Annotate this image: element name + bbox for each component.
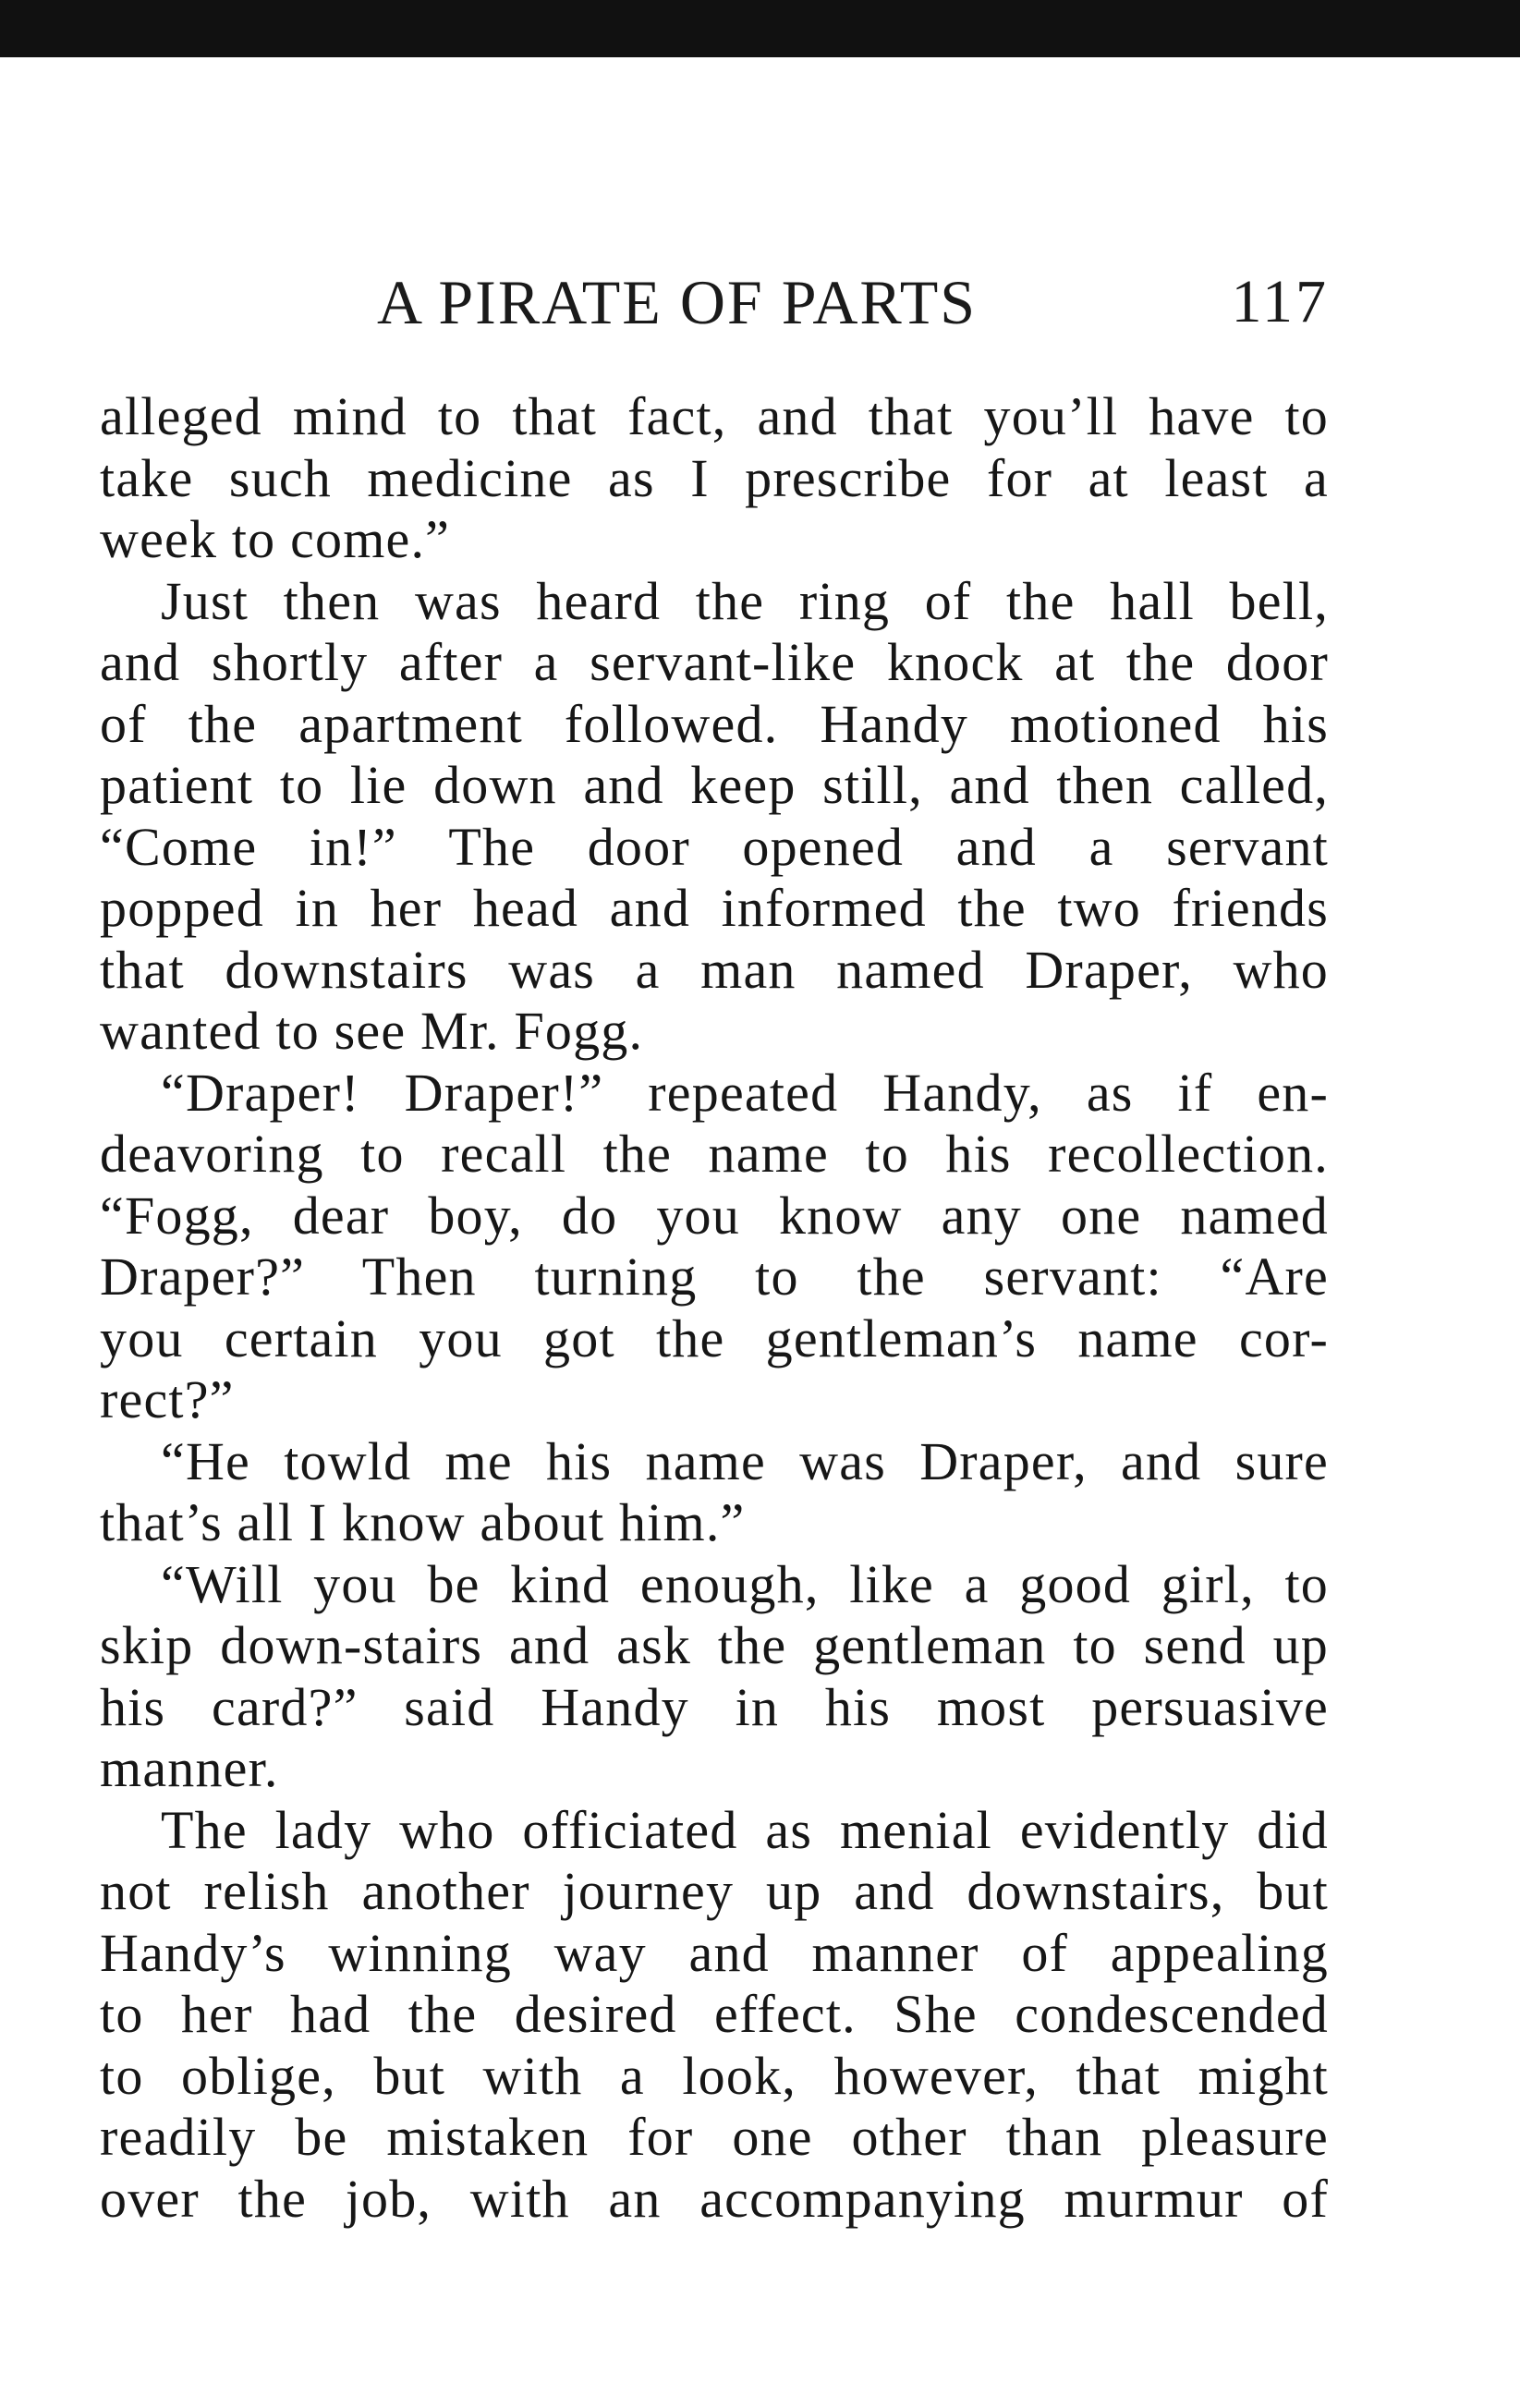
text-line: over the job, with an accompanying murmur of	[100, 2168, 1329, 2229]
page-header	[100, 261, 1329, 344]
text-line: wanted to see Mr. Fogg.	[100, 1001, 644, 1061]
text-line: Just then was heard the ring of the hall bell,	[161, 570, 1329, 631]
paragraph	[100, 1554, 1329, 1800]
text-line: to her had the desired effect. She condescended	[100, 1984, 1329, 2044]
text-line: “He towld me his name was Draper, and sure	[161, 1430, 1329, 1491]
text-line: of the apartment followed. Handy motioned his	[100, 693, 1329, 754]
text-line: The lady who officiated as menial evidently did	[161, 1799, 1329, 1860]
paragraph	[100, 386, 1329, 571]
text-line: and shortly after a servant-like knock at the door	[100, 632, 1329, 692]
text-line: to oblige, but with a look, however, that might	[100, 2045, 1329, 2106]
text-line: skip down-stairs and ask the gentleman to send up	[100, 1615, 1329, 1675]
text-line: that downstairs was a man named Draper, who	[100, 939, 1329, 1000]
text-line: readily be mistaken for one other than pleasure	[100, 2107, 1329, 2167]
scan-top-border	[0, 0, 1520, 57]
text-line: “Will you be kind enough, like a good girl, to	[161, 1553, 1329, 1614]
text-line: you certain you got the gentleman’s name cor-	[100, 1307, 1329, 1368]
text-line: his card?” said Handy in his most persuasive	[100, 1676, 1329, 1737]
text-line: manner.	[100, 1738, 279, 1798]
paragraph	[100, 571, 1329, 1063]
text-line: take such medicine as I prescribe for at least a	[100, 447, 1329, 508]
text-line: patient to lie down and keep still, and then called,	[100, 755, 1329, 815]
text-line: “Draper! Draper!” repeated Handy, as if en-	[161, 1062, 1329, 1123]
running-head: A PIRATE OF PARTS	[377, 267, 978, 337]
page-number: 117	[1231, 268, 1329, 335]
paragraph	[100, 1431, 1329, 1554]
text-line: “Come in!” The door opened and a servant	[100, 816, 1329, 877]
text-line: that’s all I know about him.”	[100, 1492, 746, 1552]
paragraph	[100, 1800, 1329, 2231]
text-line: alleged mind to that fact, and that you’ll have to	[100, 386, 1329, 446]
text-line: popped in her head and informed the two friends	[100, 878, 1329, 938]
text-line: deavoring to recall the name to his recollection.	[100, 1124, 1329, 1184]
text-line: “Fogg, dear boy, do you know any one named	[100, 1185, 1329, 1246]
text-line: rect?”	[100, 1369, 235, 1429]
text-line: Draper?” Then turning to the servant: “Are	[100, 1247, 1329, 1307]
text-line: not relish another journey up and downstairs, but	[100, 1861, 1329, 1921]
paragraph	[100, 1063, 1329, 1431]
text-line: week to come.”	[100, 509, 451, 569]
body-text	[100, 386, 1329, 2230]
text-line: Handy’s winning way and manner of appealing	[100, 1922, 1329, 1983]
